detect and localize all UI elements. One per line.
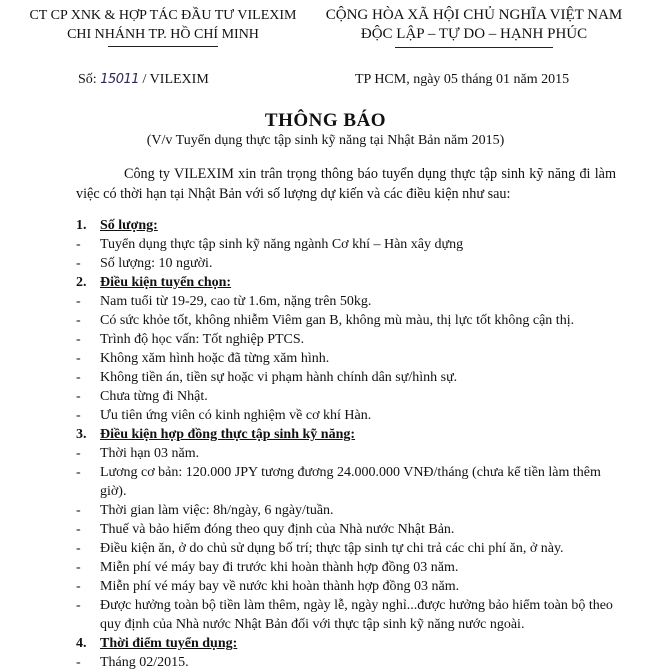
section-number: 4. xyxy=(76,636,87,651)
bullet-dash: - xyxy=(76,560,81,575)
list-item-text: Thời gian làm việc: 8h/ngày, 6 ngày/tuần. xyxy=(100,503,334,518)
list-item xyxy=(76,254,621,273)
bullet-dash: - xyxy=(76,541,81,556)
list-item xyxy=(76,292,621,311)
list-item-text: Điều kiện ăn, ở do chủ sử dụng bố trí; thực tập sinh tự chi trả các chi phí ăn, ở này. xyxy=(100,541,564,556)
list-item-text: Được hưởng toàn bộ tiền làm thêm, ngày lễ, ngày nghỉ...được hưởng bảo hiểm toàn bộ theo quy định của Nhà nước Nhật Bản đối với thực tập sinh kỹ năng nước ngoài. xyxy=(100,598,613,632)
motto-underline xyxy=(395,47,553,48)
list-item-text: Số lượng: 10 người. xyxy=(100,256,213,271)
list-item xyxy=(76,520,621,539)
list-item xyxy=(76,463,621,501)
section-number: 2. xyxy=(76,275,87,290)
branch-name: CHI NHÁNH TP. HỒ CHÍ MINH xyxy=(67,27,259,42)
list-item-text: Có sức khỏe tốt, không nhiễm Viêm gan B, không mù màu, thị lực tốt không cận thị. xyxy=(100,313,575,328)
list-item xyxy=(76,577,621,596)
list-item-text: Thời hạn 03 năm. xyxy=(100,446,200,461)
list-item-text: Tuyển dụng thực tập sinh kỹ năng ngành Cơ khí – Hàn xây dựng xyxy=(100,237,464,252)
list-item-text: Thuế và bảo hiểm đóng theo quy định của Nhà nước Nhật Bản. xyxy=(100,522,455,537)
section-heading xyxy=(76,273,621,292)
section-label: Thời điểm tuyển dụng: xyxy=(100,636,238,651)
bullet-dash: - xyxy=(76,294,81,309)
bullet-dash: - xyxy=(76,465,81,480)
section-heading xyxy=(76,634,621,653)
list-item-text: Miễn phí vé máy bay đi trước khi hoàn thành hợp đồng 03 năm. xyxy=(100,560,459,575)
company-underline xyxy=(108,46,218,47)
company-name: CT CP XNK & HỢP TÁC ĐẦU TƯ VILEXIM xyxy=(29,8,297,23)
bullet-dash: - xyxy=(76,256,81,271)
list-item xyxy=(76,501,621,520)
list-item xyxy=(76,558,621,577)
list-item xyxy=(76,235,621,254)
section-label: Điều kiện tuyển chọn: xyxy=(100,275,232,290)
bullet-dash: - xyxy=(76,313,81,328)
list-item xyxy=(76,596,621,634)
document-number-label: Số: xyxy=(78,72,97,87)
bullet-dash: - xyxy=(76,237,81,252)
intro-paragraph: Công ty VILEXIM xin trân trọng thông báo tuyển dụng thực tập sinh kỹ năng đi làm việc có thời hạn tại Nhật Bản với số lượng dự kiến và các điều kiện như sau: xyxy=(76,166,616,202)
page-title: THÔNG BÁO xyxy=(264,110,387,131)
bullet-dash: - xyxy=(76,503,81,518)
list-item-text: Không tiền án, tiền sự hoặc vi phạm hành chính dân sự/hình sự. xyxy=(100,370,458,385)
list-item xyxy=(76,311,621,330)
company-header xyxy=(22,6,304,44)
section-heading xyxy=(76,425,621,444)
list-item-text: Chưa từng đi Nhật. xyxy=(100,389,208,404)
list-item-text: Tháng 02/2015. xyxy=(100,655,189,670)
bullet-dash: - xyxy=(76,408,81,423)
section-label: Điều kiện hợp đồng thực tập sinh kỹ năng: xyxy=(100,427,356,442)
bullet-dash: - xyxy=(76,579,81,594)
national-title: CỘNG HÒA XÃ HỘI CHỦ NGHĨA VIỆT NAM xyxy=(325,7,623,23)
document-number-suffix: / VILEXIM xyxy=(142,72,209,87)
bullet-dash: - xyxy=(76,446,81,461)
list-item xyxy=(76,368,621,387)
document-number xyxy=(78,72,209,88)
bullet-dash: - xyxy=(76,598,81,613)
list-item-text: Lương cơ bản: 120.000 JPY tương đương 24.000.000 VNĐ/tháng (chưa kể tiền làm thêm giờ). xyxy=(100,465,601,499)
list-item xyxy=(76,539,621,558)
section-number: 1. xyxy=(76,218,87,233)
national-header xyxy=(316,6,632,44)
list-item-text: Trình độ học vấn: Tốt nghiệp PTCS. xyxy=(100,332,305,347)
bullet-dash: - xyxy=(76,351,81,366)
section-heading xyxy=(76,216,621,235)
list-item-text: Miễn phí vé máy bay về nước khi hoàn thành hợp đồng 03 năm. xyxy=(100,579,460,594)
document-date: TP HCM, ngày 05 tháng 01 năm 2015 xyxy=(355,72,570,87)
list-item xyxy=(76,387,621,406)
list-item-text: Nam tuổi từ 19-29, cao từ 1.6m, nặng trên 50kg. xyxy=(100,294,372,309)
list-item xyxy=(76,406,621,425)
page-subtitle: (V/v Tuyển dụng thực tập sinh kỹ năng tại Nhật Bản năm 2015) xyxy=(146,133,505,148)
document-number-value: 15011 xyxy=(100,72,140,87)
bullet-dash: - xyxy=(76,522,81,537)
section-label: Số lượng: xyxy=(100,218,158,233)
bullet-dash: - xyxy=(76,332,81,347)
list-item-text: Ưu tiên ứng viên có kinh nghiệm về cơ khí Hàn. xyxy=(100,408,372,423)
bullet-dash: - xyxy=(76,655,81,670)
list-item xyxy=(76,349,621,368)
bullet-dash: - xyxy=(76,389,81,404)
list-item xyxy=(76,330,621,349)
list-item xyxy=(76,444,621,463)
national-motto: ĐỘC LẬP – TỰ DO – HẠNH PHÚC xyxy=(360,26,588,42)
section-number: 3. xyxy=(76,427,87,442)
sections xyxy=(76,216,621,672)
list-item xyxy=(76,653,621,672)
list-item-text: Không xăm hình hoặc đã từng xăm hình. xyxy=(100,351,330,366)
bullet-dash: - xyxy=(76,370,81,385)
